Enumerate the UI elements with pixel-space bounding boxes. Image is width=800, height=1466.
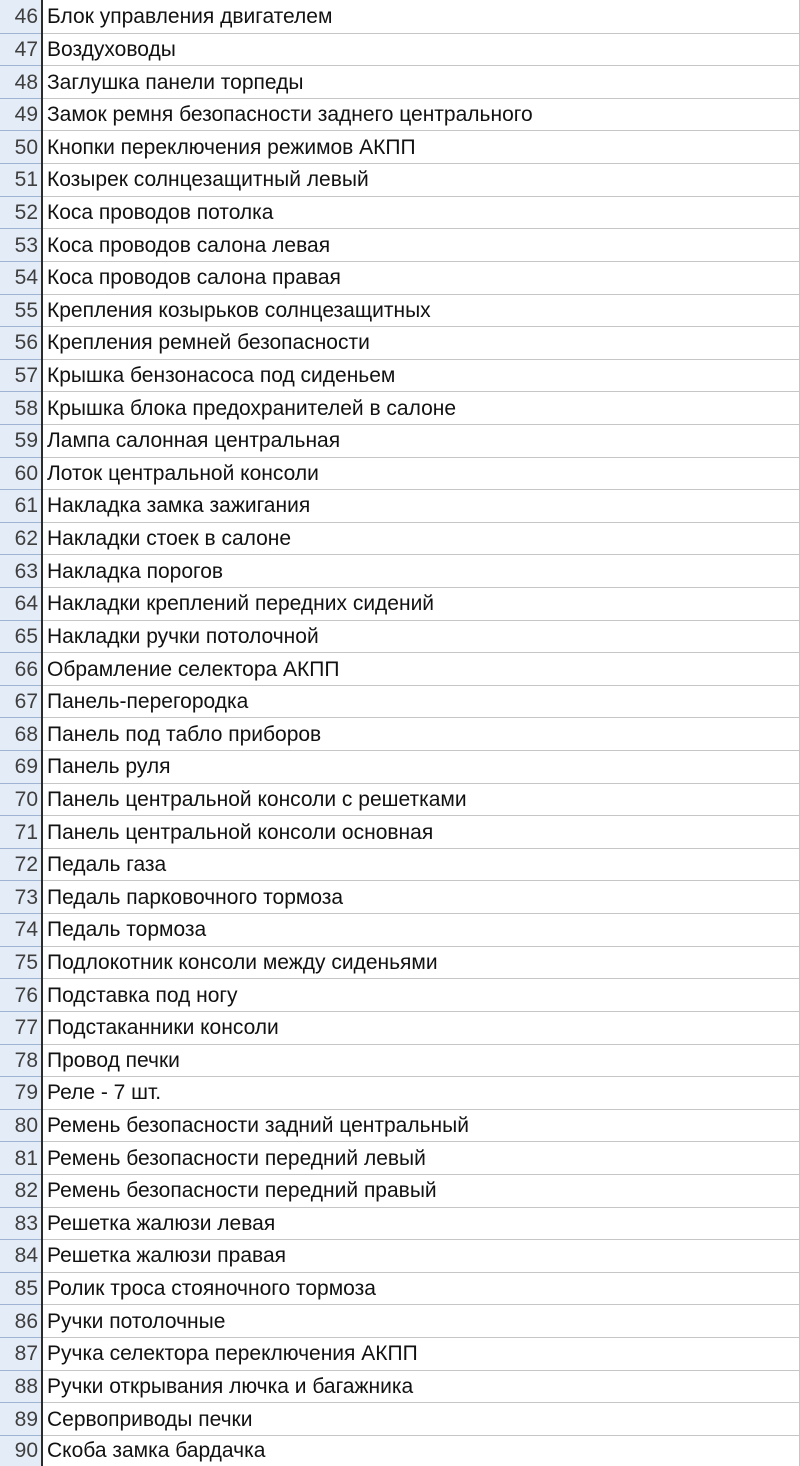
cell[interactable]: Ремень безопасности передний правый [42,1174,800,1207]
row-number-header[interactable]: 73 [0,881,42,914]
table-row [0,620,800,653]
cell[interactable]: Накладки ручки потолочной [42,620,800,653]
row-number-header[interactable]: 80 [0,1109,42,1142]
cell[interactable]: Лоток центральной консоли [42,457,800,490]
cell[interactable]: Сервоприводы печки [42,1403,800,1436]
cell[interactable]: Ремень безопасности передний левый [42,1142,800,1175]
row-number-header[interactable]: 72 [0,848,42,881]
table-row [0,392,800,425]
table-row [0,881,800,914]
table-row [0,1044,800,1077]
cell[interactable]: Решетка жалюзи левая [42,1207,800,1240]
table-row [0,327,800,360]
cell[interactable]: Обрамление селектора АКПП [42,653,800,686]
cell[interactable]: Панель под табло приборов [42,718,800,751]
cell[interactable]: Подлокотник консоли между сиденьями [42,946,800,979]
cell[interactable]: Провод печки [42,1044,800,1077]
table-row [0,1435,800,1466]
table-row [0,66,800,99]
cell[interactable]: Блок управления двигателем [42,0,800,33]
row-number-header[interactable]: 54 [0,261,42,294]
row-number-header[interactable]: 81 [0,1142,42,1175]
row-number-header[interactable]: 67 [0,685,42,718]
row-number-header[interactable]: 74 [0,914,42,947]
row-number-header[interactable]: 51 [0,164,42,197]
cell[interactable]: Ролик троса стояночного тормоза [42,1272,800,1305]
row-number-header[interactable]: 46 [0,0,42,33]
cell[interactable]: Педаль тормоза [42,914,800,947]
table-row [0,424,800,457]
cell[interactable]: Замок ремня безопасности заднего центрального [42,98,800,131]
row-number-header[interactable]: 55 [0,294,42,327]
row-number-header[interactable]: 48 [0,66,42,99]
row-number-header[interactable]: 84 [0,1240,42,1273]
row-number-header[interactable]: 53 [0,229,42,262]
row-number-header[interactable]: 79 [0,1077,42,1110]
row-number-header[interactable]: 61 [0,490,42,523]
row-number-header[interactable]: 87 [0,1338,42,1371]
row-number-header[interactable]: 63 [0,555,42,588]
table-row [0,457,800,490]
row-number-header[interactable]: 58 [0,392,42,425]
row-number-header[interactable]: 62 [0,522,42,555]
table-row [0,1207,800,1240]
table-row [0,685,800,718]
row-number-header[interactable]: 85 [0,1272,42,1305]
row-number-header[interactable]: 83 [0,1207,42,1240]
table-row [0,1142,800,1175]
table-row [0,979,800,1012]
row-number-header[interactable]: 65 [0,620,42,653]
cell[interactable]: Накладка порогов [42,555,800,588]
table-row [0,490,800,523]
cell[interactable]: Решетка жалюзи правая [42,1240,800,1273]
cell[interactable]: Панель руля [42,751,800,784]
cell[interactable]: Панель центральной консоли с решетками [42,783,800,816]
table-row [0,522,800,555]
cell[interactable]: Коса проводов потолка [42,196,800,229]
cell[interactable]: Крепления ремней безопасности [42,327,800,360]
table-row [0,164,800,197]
table-row [0,1338,800,1371]
row-number-header[interactable]: 70 [0,783,42,816]
row-number-header[interactable]: 76 [0,979,42,1012]
row-number-header[interactable]: 90 [0,1435,42,1466]
row-number-header[interactable]: 69 [0,751,42,784]
table-row [0,1305,800,1338]
row-number-header[interactable]: 82 [0,1174,42,1207]
row-number-header[interactable]: 89 [0,1403,42,1436]
cell[interactable]: Лампа салонная центральная [42,424,800,457]
cell[interactable]: Подстаканники консоли [42,1011,800,1044]
row-number-header[interactable]: 50 [0,131,42,164]
row-number-header[interactable]: 71 [0,816,42,849]
cell[interactable]: Накладки стоек в салоне [42,522,800,555]
table-row [0,1240,800,1273]
table-row [0,555,800,588]
row-number-header[interactable]: 75 [0,946,42,979]
cell[interactable]: Заглушка панели торпеды [42,66,800,99]
table-row [0,1109,800,1142]
row-number-header[interactable]: 52 [0,196,42,229]
row-number-header[interactable]: 49 [0,98,42,131]
row-number-header[interactable]: 78 [0,1044,42,1077]
cell[interactable]: Ремень безопасности задний центральный [42,1109,800,1142]
cell[interactable]: Реле - 7 шт. [42,1077,800,1110]
row-number-header[interactable]: 68 [0,718,42,751]
cell[interactable]: Подставка под ногу [42,979,800,1012]
table-row [0,1011,800,1044]
row-number-header[interactable]: 57 [0,359,42,392]
table-row [0,946,800,979]
table-row [0,1403,800,1436]
table-row [0,261,800,294]
table-row [0,294,800,327]
table-row [0,1370,800,1403]
table-row [0,131,800,164]
table-row [0,0,800,33]
table-row [0,588,800,621]
cell[interactable]: Крепления козырьков солнцезащитных [42,294,800,327]
row-number-header[interactable]: 88 [0,1370,42,1403]
table-row [0,718,800,751]
cell[interactable]: Накладка замка зажигания [42,490,800,523]
row-number-header[interactable]: 59 [0,424,42,457]
cell[interactable]: Козырек солнцезащитный левый [42,164,800,197]
row-number-header[interactable]: 47 [0,33,42,66]
cell[interactable]: Крышка блока предохранителей в салоне [42,392,800,425]
row-number-header[interactable]: 60 [0,457,42,490]
table-row [0,848,800,881]
table-row [0,783,800,816]
cell[interactable]: Крышка бензонасоса под сиденьем [42,359,800,392]
cell[interactable]: Панель центральной консоли основная [42,816,800,849]
row-number-header[interactable]: 86 [0,1305,42,1338]
table-row [0,653,800,686]
table-row [0,1077,800,1110]
cell[interactable]: Ручка селектора переключения АКПП [42,1338,800,1371]
cell[interactable]: Педаль газа [42,848,800,881]
cell[interactable]: Коса проводов салона левая [42,229,800,262]
row-number-header[interactable]: 64 [0,588,42,621]
cell[interactable]: Педаль парковочного тормоза [42,881,800,914]
row-number-header[interactable]: 66 [0,653,42,686]
row-number-header[interactable]: 56 [0,327,42,360]
table-row [0,914,800,947]
table-row [0,196,800,229]
table-row [0,816,800,849]
cell[interactable]: Кнопки переключения режимов АКПП [42,131,800,164]
cell[interactable]: Накладки креплений передних сидений [42,588,800,621]
table-row [0,1174,800,1207]
table-row [0,229,800,262]
table-row [0,751,800,784]
cell[interactable]: Ручки потолочные [42,1305,800,1338]
table-row [0,98,800,131]
cell[interactable]: Скоба замка бардачка [42,1435,800,1466]
table-row [0,1272,800,1305]
cell[interactable]: Ручки открывания лючка и багажника [42,1370,800,1403]
table-row [0,359,800,392]
cell[interactable]: Панель-перегородка [42,685,800,718]
row-number-header[interactable]: 77 [0,1011,42,1044]
table-row [0,33,800,66]
cell[interactable]: Воздуховоды [42,33,800,66]
cell[interactable]: Коса проводов салона правая [42,261,800,294]
